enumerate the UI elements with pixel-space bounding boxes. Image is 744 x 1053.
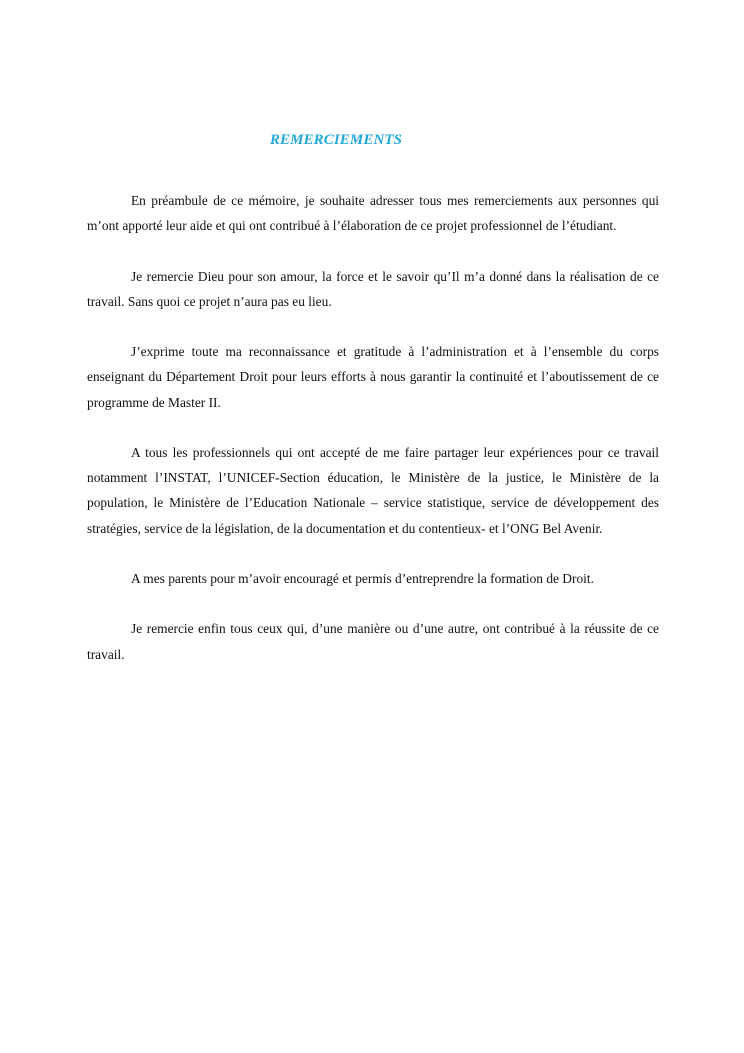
paragraph-administration: J’exprime toute ma reconnaissance et gratitude à l’administration et à l’ensemble du corps enseignant du Département Droit pour leurs efforts à nous garantir la continuité et l’aboutissement de ce programme de Master II. [87, 344, 659, 410]
paragraph-thanks-god: Je remercie Dieu pour son amour, la force et le savoir qu’Il m’a donné dans la réalisation de ce travail. Sans quoi ce projet n’aura pas eu lieu. [87, 268, 659, 309]
paragraph-preamble: En préambule de ce mémoire, je souhaite adresser tous mes remerciements aux personnes qui m’ont apporté leur aide et qui ont contribué à l’élaboration de ce projet professionnel de l’étudiant. [87, 193, 659, 234]
page-title: REMERCIEMENTS [269, 132, 403, 148]
document-body [87, 188, 659, 692]
paragraph-closing: Je remercie enfin tous ceux qui, d’une manière ou d’une autre, ont contribué à la réussite de ce travail. [87, 621, 659, 662]
paragraph-parents: A mes parents pour m’avoir encouragé et permis d’entreprendre la formation de Droit. [131, 570, 594, 586]
paragraph-professionals: A tous les professionnels qui ont accepté de me faire partager leur expériences pour ce travail notamment l’INSTAT, l’UNICEF-Section éducation, le Ministère de la justice, le Ministère de la population, le Ministère de l’Education Nationale – service statistique, service de développement des stratégies, service de la législation, de la documentation et du contentieux- et l’ONG Bel Avenir. [87, 444, 659, 536]
